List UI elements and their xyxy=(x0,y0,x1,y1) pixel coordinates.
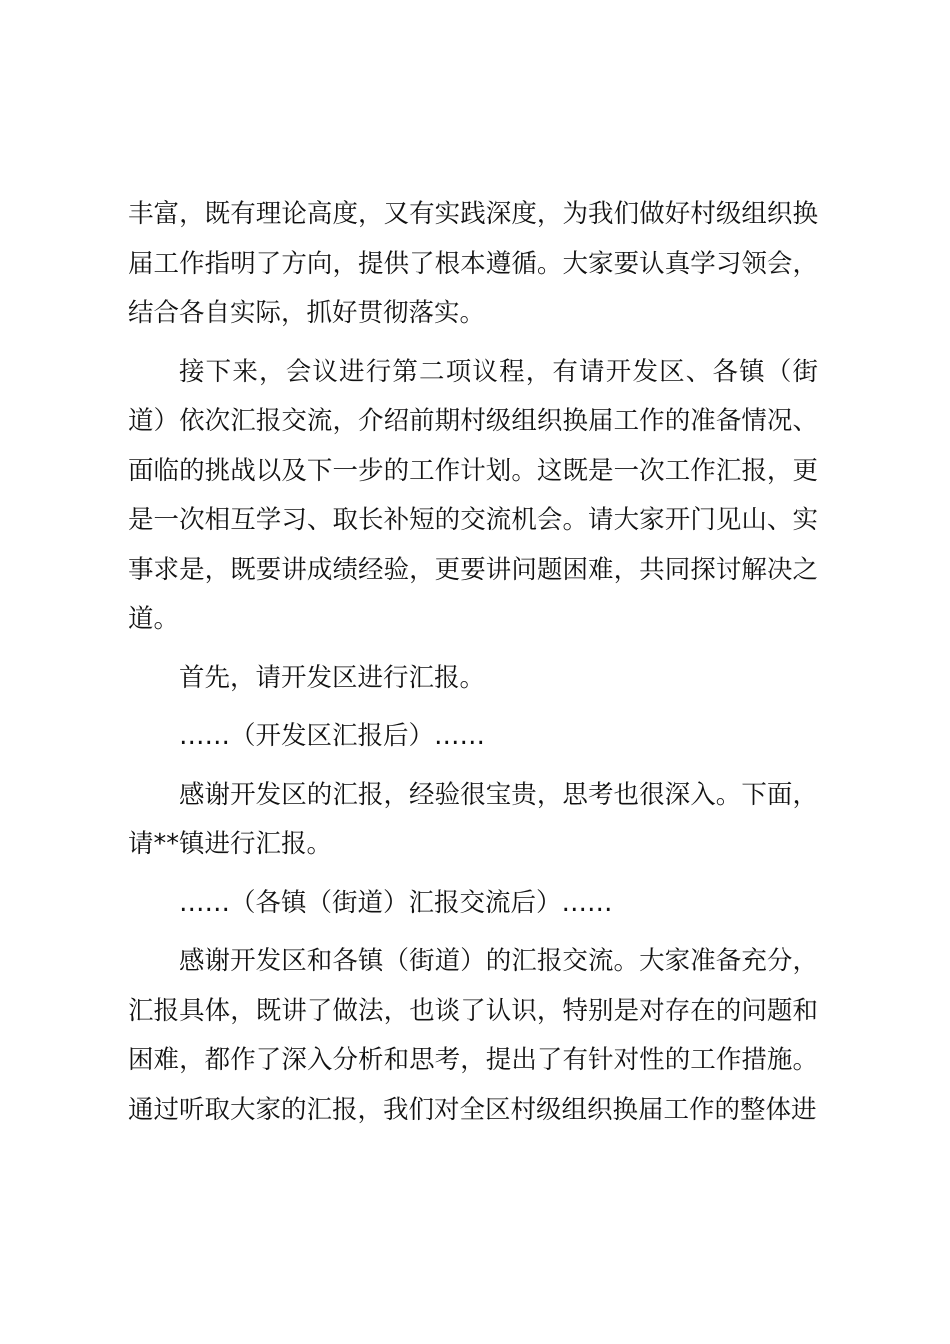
paragraph-7: 感谢开发区和各镇（街道）的汇报交流。大家准备充分，汇报具体，既讲了做法，也谈了认识，特别是对存在的问题和困难，都作了深入分析和思考，提出了有针对性的工作措施。通过听取大家的汇报，我们对全区村级组织换届工作的整体进 xyxy=(128,946,818,1125)
paragraph-4: ……（开发区汇报后）…… xyxy=(179,721,486,751)
paragraph-1: 丰富，既有理论高度，又有实践深度，为我们做好村级组织换届工作指明了方向，提供了根本遵循。大家要认真学习领会，结合各自实际，抓好贯彻落实。 xyxy=(128,199,818,328)
paragraph-6: ……（各镇（街道）汇报交流后）…… xyxy=(179,887,613,918)
paragraph-2: 接下来，会议进行第二项议程，有请开发区、各镇（街道）依次汇报交流，介绍前期村级组织换届工作的准备情况、面临的挑战以及下一步的工作计划。这既是一次工作汇报，更是一次相互学习、取长补短的交流机会。请大家开门见山、实事求是，既要讲成绩经验，更要讲问题困难，共同探讨解决之道。 xyxy=(128,356,818,634)
paragraph-5: 感谢开发区的汇报，经验很宝贵，思考也很深入。下面，请**镇进行汇报。 xyxy=(128,779,818,859)
paragraph-3: 首先，请开发区进行汇报。 xyxy=(179,662,486,693)
document-body xyxy=(128,190,818,1144)
